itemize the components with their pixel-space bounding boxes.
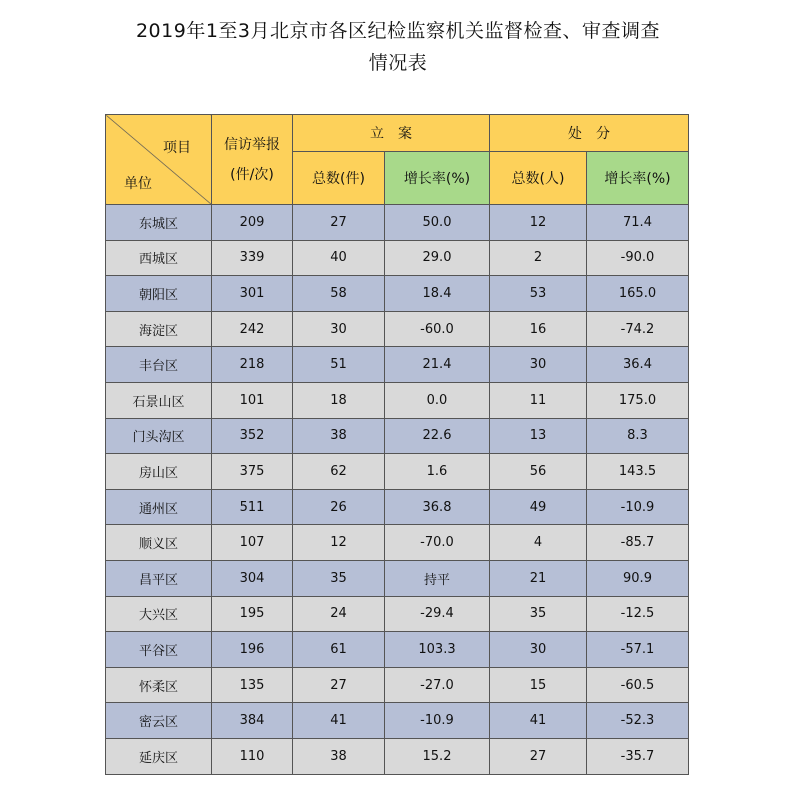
case-total-cell: 62 (293, 454, 385, 490)
table-row (106, 667, 689, 703)
case-growth-cell: 50.0 (385, 205, 490, 241)
case-total-cell: 51 (293, 347, 385, 383)
punish-total-cell: 21 (490, 560, 587, 596)
table-row (106, 311, 689, 347)
punish-total-cell: 15 (490, 667, 587, 703)
table-row (106, 454, 689, 490)
punish-total-cell: 2 (490, 240, 587, 276)
petition-count-cell: 218 (212, 347, 293, 383)
table-row (106, 560, 689, 596)
punish-growth-cell: -52.3 (587, 703, 689, 739)
punish-total-cell: 30 (490, 632, 587, 668)
district-name-cell: 延庆区 (106, 738, 212, 774)
punish-growth-cell: 165.0 (587, 276, 689, 312)
case-total-cell: 26 (293, 489, 385, 525)
petition-count-cell: 352 (212, 418, 293, 454)
district-name-cell: 平谷区 (106, 632, 212, 668)
punish-total-cell: 56 (490, 454, 587, 490)
table-row (106, 489, 689, 525)
petition-count-cell: 304 (212, 560, 293, 596)
punish-growth-cell: -74.2 (587, 311, 689, 347)
header-total-cases: 总数(件) (293, 152, 385, 205)
punish-growth-cell: 8.3 (587, 418, 689, 454)
punish-growth-cell: -90.0 (587, 240, 689, 276)
table-row (106, 418, 689, 454)
header-punish-group: 处 分 (490, 115, 689, 152)
table-row (106, 596, 689, 632)
table-row (106, 525, 689, 561)
district-name-cell: 西城区 (106, 240, 212, 276)
table-row (106, 382, 689, 418)
district-name-cell: 丰台区 (106, 347, 212, 383)
petition-count-cell: 384 (212, 703, 293, 739)
case-growth-cell: 36.8 (385, 489, 490, 525)
case-total-cell: 27 (293, 667, 385, 703)
case-growth-cell: 15.2 (385, 738, 490, 774)
district-name-cell: 怀柔区 (106, 667, 212, 703)
punish-growth-cell: 143.5 (587, 454, 689, 490)
header-item-label: 项目 (163, 140, 191, 156)
punish-growth-cell: -60.5 (587, 667, 689, 703)
petition-count-cell: 301 (212, 276, 293, 312)
petition-count-cell: 107 (212, 525, 293, 561)
district-name-cell: 顺义区 (106, 525, 212, 561)
district-name-cell: 海淀区 (106, 311, 212, 347)
petition-count-cell: 242 (212, 311, 293, 347)
petition-count-cell: 339 (212, 240, 293, 276)
case-growth-cell: -60.0 (385, 311, 490, 347)
table-row (106, 205, 689, 241)
case-total-cell: 30 (293, 311, 385, 347)
punish-total-cell: 4 (490, 525, 587, 561)
punish-total-cell: 35 (490, 596, 587, 632)
petition-count-cell: 375 (212, 454, 293, 490)
case-total-cell: 58 (293, 276, 385, 312)
punish-growth-cell: 175.0 (587, 382, 689, 418)
header-petition: 信访举报 (件/次) (212, 115, 293, 205)
case-total-cell: 38 (293, 738, 385, 774)
case-growth-cell: 持平 (385, 560, 490, 596)
case-total-cell: 24 (293, 596, 385, 632)
header-total-people: 总数(人) (490, 152, 587, 205)
case-growth-cell: 22.6 (385, 418, 490, 454)
petition-count-cell: 196 (212, 632, 293, 668)
case-total-cell: 12 (293, 525, 385, 561)
table-title-line1: 2019年1至3月北京市各区纪检监察机关监督检查、审查调查 (135, 20, 661, 42)
punish-total-cell: 16 (490, 311, 587, 347)
table-row (106, 347, 689, 383)
case-total-cell: 27 (293, 205, 385, 241)
petition-count-cell: 101 (212, 382, 293, 418)
header-case-group: 立 案 (293, 115, 490, 152)
petition-count-cell: 195 (212, 596, 293, 632)
case-growth-cell: -27.0 (385, 667, 490, 703)
district-name-cell: 东城区 (106, 205, 212, 241)
district-name-cell: 朝阳区 (106, 276, 212, 312)
petition-count-cell: 209 (212, 205, 293, 241)
punish-growth-cell: -35.7 (587, 738, 689, 774)
header-corner-cell (106, 115, 212, 205)
district-name-cell: 门头沟区 (106, 418, 212, 454)
case-growth-cell: -29.4 (385, 596, 490, 632)
table-row (106, 240, 689, 276)
punish-total-cell: 49 (490, 489, 587, 525)
case-total-cell: 18 (293, 382, 385, 418)
case-growth-cell: 21.4 (385, 347, 490, 383)
case-growth-cell: 29.0 (385, 240, 490, 276)
case-growth-cell: 0.0 (385, 382, 490, 418)
punish-growth-cell: -85.7 (587, 525, 689, 561)
punish-total-cell: 27 (490, 738, 587, 774)
case-total-cell: 35 (293, 560, 385, 596)
case-growth-cell: 18.4 (385, 276, 490, 312)
table-row (106, 276, 689, 312)
statistics-table (105, 114, 689, 775)
table-row (106, 632, 689, 668)
district-name-cell: 通州区 (106, 489, 212, 525)
case-total-cell: 41 (293, 703, 385, 739)
case-growth-cell: 103.3 (385, 632, 490, 668)
district-name-cell: 密云区 (106, 703, 212, 739)
case-total-cell: 38 (293, 418, 385, 454)
district-name-cell: 昌平区 (106, 560, 212, 596)
punish-growth-cell: 36.4 (587, 347, 689, 383)
punish-total-cell: 13 (490, 418, 587, 454)
punish-total-cell: 41 (490, 703, 587, 739)
case-total-cell: 61 (293, 632, 385, 668)
case-growth-cell: 1.6 (385, 454, 490, 490)
punish-total-cell: 30 (490, 347, 587, 383)
punish-growth-cell: -57.1 (587, 632, 689, 668)
punish-growth-cell: -10.9 (587, 489, 689, 525)
district-name-cell: 石景山区 (106, 382, 212, 418)
header-case-growth: 增长率(%) (385, 152, 490, 205)
punish-total-cell: 53 (490, 276, 587, 312)
petition-count-cell: 511 (212, 489, 293, 525)
district-name-cell: 大兴区 (106, 596, 212, 632)
petition-count-cell: 135 (212, 667, 293, 703)
header-unit-label: 单位 (124, 176, 152, 192)
punish-growth-cell: 71.4 (587, 205, 689, 241)
case-growth-cell: -10.9 (385, 703, 490, 739)
table-body (106, 205, 689, 775)
petition-count-cell: 110 (212, 738, 293, 774)
case-growth-cell: -70.0 (385, 525, 490, 561)
table-title-line2: 情况表 (368, 52, 428, 74)
punish-total-cell: 12 (490, 205, 587, 241)
header-punish-growth: 增长率(%) (587, 152, 689, 205)
table-row (106, 738, 689, 774)
punish-total-cell: 11 (490, 382, 587, 418)
case-total-cell: 40 (293, 240, 385, 276)
district-name-cell: 房山区 (106, 454, 212, 490)
punish-growth-cell: 90.9 (587, 560, 689, 596)
punish-growth-cell: -12.5 (587, 596, 689, 632)
table-row (106, 703, 689, 739)
